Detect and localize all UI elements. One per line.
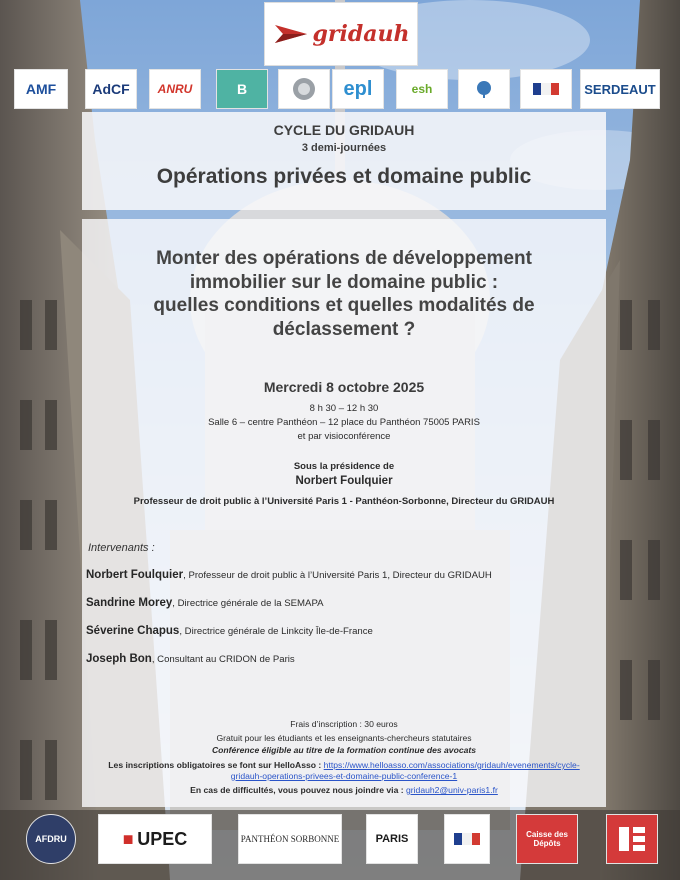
- registration-link[interactable]: https://www.helloasso.com/associations/gridauh/evenements/cycle-: [323, 760, 580, 770]
- sessions-count: 3 demi-journées: [301, 142, 387, 154]
- partner-logo-anru: ANRU: [149, 69, 201, 109]
- speaker-item: [86, 569, 492, 581]
- tree-icon: [473, 80, 495, 98]
- contact-lead: En cas de difficultés, vous pouvez nous joindre via :: [190, 785, 404, 795]
- partner-logo-conseil: [458, 69, 510, 109]
- partner-logo-b: B: [216, 69, 268, 109]
- eligibility-note: Conférence éligible au titre de la formation continue des avocats: [211, 745, 477, 755]
- partner-logo-ministere: [520, 69, 572, 109]
- ce-logo-icon: [617, 825, 647, 853]
- subtitle-line: immobilier sur le domaine public :: [189, 271, 499, 293]
- speaker-item: [86, 653, 295, 665]
- conference-remote: et par visioconférence: [297, 431, 391, 442]
- speaker-role: , Consultant au CRIDON de Paris: [151, 654, 295, 665]
- speaker-item: [86, 597, 324, 609]
- main-title: Opérations privées et domaine public: [156, 165, 532, 188]
- subtitle-line: déclassement ?: [272, 318, 416, 340]
- partner-logo-serdeaut: SERDEAUT: [580, 69, 660, 109]
- logo-ministere: [444, 814, 490, 864]
- speaker-role: , Directrice générale de la SEMAPA: [172, 598, 324, 609]
- logo-ce-group: [606, 814, 658, 864]
- free-note: Gratuit pour les étudiants et les enseignants-chercheurs statutaires: [216, 733, 472, 743]
- speaker-name: Joseph Bon: [86, 653, 152, 665]
- subtitle-line: quelles conditions et quelles modalités de: [153, 295, 535, 316]
- registration-link-cont[interactable]: gridauh-operations-privees-et-domaine-public-conference-1: [230, 770, 458, 781]
- seal-icon: [291, 76, 317, 102]
- gridauh-wordmark: gridauh: [312, 21, 410, 47]
- contact-email-link[interactable]: gridauh2@univ-paris1.fr: [406, 785, 498, 795]
- conference-time: 8 h 30 – 12 h 30: [309, 403, 379, 414]
- subtitle-line: Monter des opérations de développement: [156, 248, 532, 269]
- partner-logo-esh: esh: [396, 69, 448, 109]
- logo-paris: PARIS: [366, 814, 418, 864]
- logo-pantheon-sorbonne: PANTHÉON SORBONNE: [238, 814, 342, 864]
- partner-logo-epl: epl: [332, 69, 384, 109]
- speakers-heading: Intervenants :: [88, 542, 155, 554]
- speaker-role: , Professeur de droit public à l’Université Paris 1, Directeur du GRIDAUH: [183, 570, 492, 581]
- conference-subtitle: [82, 247, 606, 341]
- speaker-name: Séverine Chapus: [86, 625, 180, 637]
- speaker-name: Norbert Foulquier: [86, 569, 184, 581]
- president-name: Norbert Foulquier: [295, 475, 393, 487]
- flag-icon: [533, 83, 559, 95]
- registration-info: [82, 760, 606, 781]
- registration-fee: Frais d’inscription : 30 euros: [290, 719, 398, 729]
- logo-caisse-des-depots: Caisse des Dépôts: [516, 814, 578, 864]
- title-band: [82, 112, 606, 210]
- speaker-name: Sandrine Morey: [86, 597, 173, 609]
- speaker-role: , Directrice générale de Linkcity Île-de-France: [179, 626, 373, 637]
- conference-date: Mercredi 8 octobre 2025: [263, 379, 425, 395]
- gridauh-arrow-icon: [273, 21, 309, 47]
- partner-logo-adcf: AdCF: [85, 69, 137, 109]
- logo-upec: ■ UPEC: [98, 814, 212, 864]
- presidency-intro: Sous la présidence de: [293, 461, 395, 472]
- president-title: Professeur de droit public à l’Université Paris 1 - Panthéon-Sorbonne, Directeur du GRIDAUH: [133, 496, 555, 507]
- partner-logo-seal: [278, 69, 330, 109]
- logo-afdru: AFDRU: [26, 814, 76, 864]
- conference-venue: Salle 6 – centre Panthéon – 12 place du Panthéon 75005 PARIS: [208, 417, 480, 428]
- partner-logo-amf: AMF: [14, 69, 68, 109]
- partner-logos-row: [14, 69, 664, 109]
- gridauh-logo: [264, 2, 418, 66]
- flag-icon: [454, 833, 480, 845]
- speaker-item: [86, 625, 373, 637]
- contact-info: [82, 785, 606, 795]
- conference-panel: [82, 219, 606, 807]
- cycle-title: CYCLE DU GRIDAUH: [273, 122, 415, 138]
- registration-lead: Les inscriptions obligatoires se font sur HelloAsso :: [108, 760, 322, 770]
